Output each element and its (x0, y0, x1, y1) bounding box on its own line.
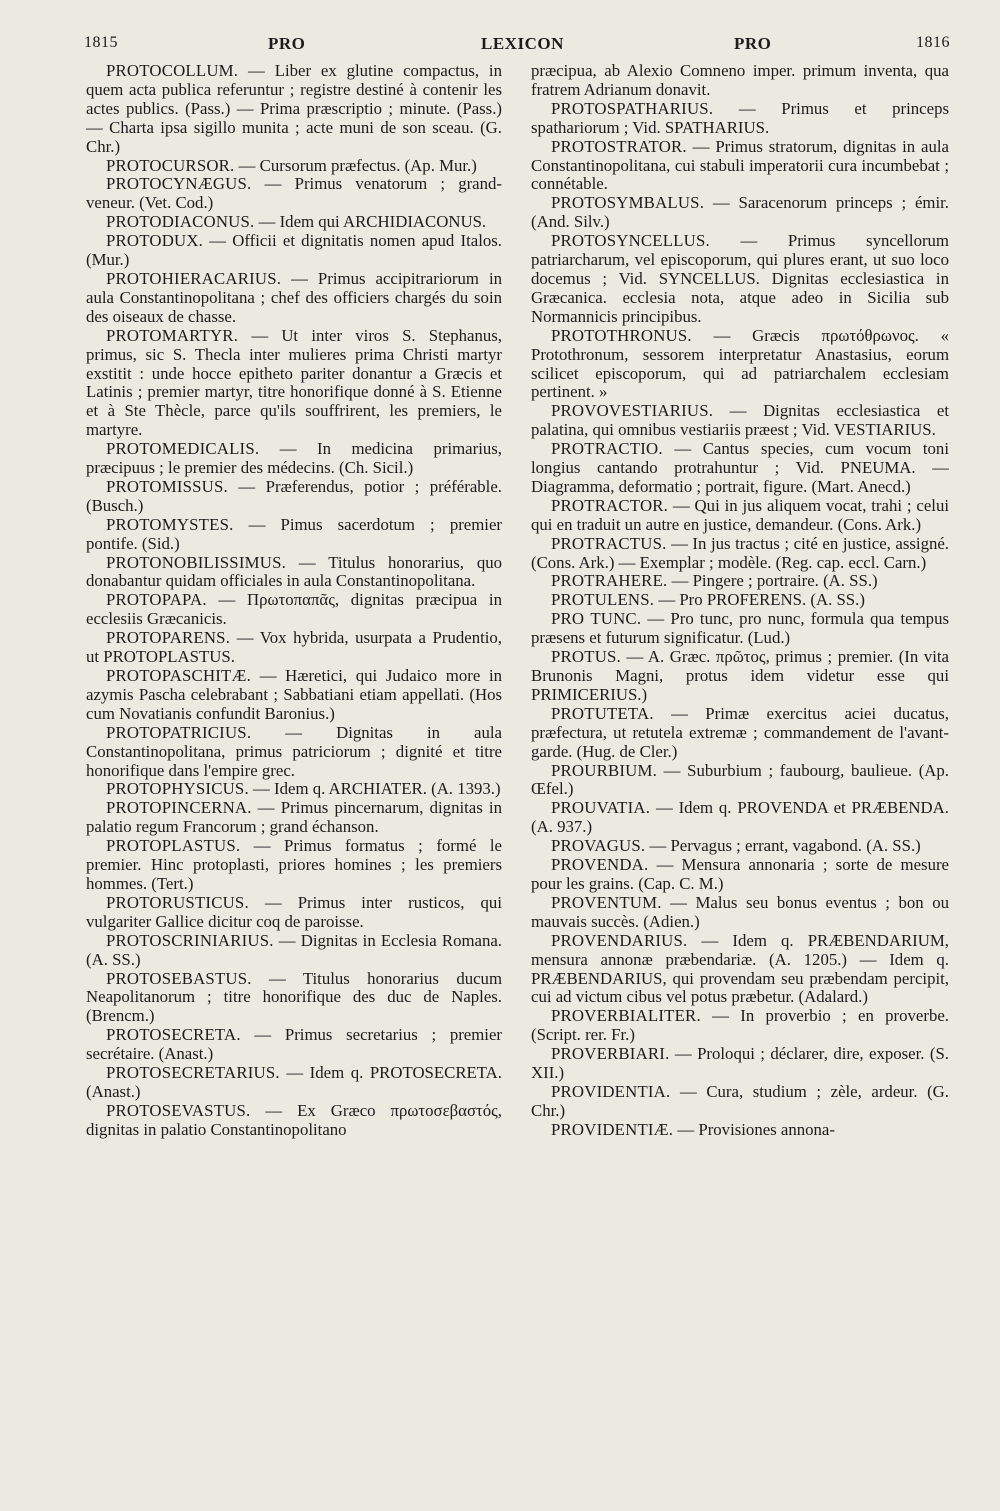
entry-headword: PROTULENS. (551, 590, 655, 610)
entry-headword: PROVOVESTIARIUS. (551, 401, 714, 421)
entry-definition: — A. Græc. πρῶτος, primus ; premier. (In vita Brunonis Magni, protus idem videtur esse qui PRIMICERIUS.) (531, 647, 949, 704)
entry-definition: — Primus accipitrariorum in aula Constantinopolitana ; chef des officiers chargés du soin des oiseaux de chasse. (86, 268, 502, 326)
dictionary-entry (86, 1026, 502, 1064)
dictionary-entry (86, 837, 502, 894)
dictionary-entry (531, 138, 949, 195)
dictionary-entry (531, 402, 949, 440)
entry-headword: PROTOSECRETA. (106, 1025, 241, 1045)
entry-headword: PROVAGUS. (551, 836, 646, 856)
dictionary-entry (86, 970, 502, 1027)
dictionary-entry (531, 932, 949, 1008)
page-number-left: 1815 (84, 34, 118, 51)
page-header (84, 34, 950, 60)
entry-headword: PROTOMARTYR. (106, 325, 239, 345)
entry-headword: PROTOSYNCELLUS. (551, 231, 710, 251)
entry-definition: — Officii et dignitatis nomen apud Italos. (Mur.) (86, 231, 502, 270)
entry-headword: PROTOSPATHARIUS. (551, 98, 714, 118)
dictionary-entry (86, 554, 502, 592)
entry-definition: — Idem q. PROVENDA et PRÆBENDA. (A. 937.) (531, 798, 949, 837)
entry-definition: — Primus pincernarum, dignitas in palatio regum Francorum ; grand échanson. (86, 798, 502, 837)
dictionary-entry (86, 213, 502, 232)
dictionary-entry (86, 894, 502, 932)
entry-definition: — Primus et princeps spathariorum ; Vid. SPATHARIUS. (531, 98, 949, 137)
entry-headword: PROTOMYSTES. (106, 514, 234, 534)
entry-headword: PROTOPATRICIUS. (106, 722, 252, 742)
entry-definition: — Præferendus, potior ; préférable. (Busch.) (86, 476, 502, 515)
dictionary-entry (86, 667, 502, 724)
entry-definition: — Primus stratorum, dignitas in aula Constantinopolitana, cui stabuli imperatorii cura incumbebat ; connétable. (531, 136, 949, 194)
dictionary-entry (531, 610, 949, 648)
entry-definition: — Pingere ; portraire. (A. SS.) (667, 571, 878, 591)
page-number-right: 1816 (916, 34, 950, 51)
entry-definition: — Primus secretarius ; premier secrétaire. (Anast.) (86, 1025, 502, 1064)
entry-headword: PROVERBIALITER. (551, 1006, 701, 1026)
dictionary-entry (86, 724, 502, 781)
dictionary-entry (531, 1007, 949, 1045)
entry-definition: — Idem qui ARCHIDIACONUS. (254, 212, 487, 232)
entry-definition: — Vox hybrida, usurpata a Prudentio, ut PROTOPLASTUS. (86, 628, 502, 667)
dictionary-entry (531, 1121, 949, 1140)
entry-headword: PROTRACTIO. (551, 439, 663, 459)
entry-definition: — Primæ exercitus aciei ducatus, præfectura, ut retutela extremæ ; commandement de l'avant-garde. (Hug. de Cler.) (531, 703, 949, 761)
dictionary-entry (531, 894, 949, 932)
entry-definition: — Primus venatorum ; grand-veneur. (Vet. Cod.) (86, 174, 502, 213)
dictionary-entry (86, 1064, 502, 1102)
dictionary-entry (86, 175, 502, 213)
dictionary-entry (86, 780, 502, 799)
entry-headword: PROTRAHERE. (551, 571, 668, 591)
entry-definition: præcipua, ab Alexio Comneno imper. primum inventa, qua fratrem Adrianum donavit. (531, 62, 949, 99)
entry-headword: PROVIDENTIA. (551, 1081, 671, 1101)
dictionary-entry (86, 232, 502, 270)
entry-definition: — Titulus honorarius ducum Neapolitanorum ; titre honorifique des duc de Naples. (Brencm.) (86, 968, 502, 1026)
dictionary-entry (531, 1045, 949, 1083)
dictionary-entry (531, 705, 949, 762)
entry-definition: — Idem q. ARCHIATER. (A. 1393.) (248, 779, 501, 799)
entry-headword: PROTOHIERACARIUS. (106, 268, 282, 288)
entry-headword: PROTUS. (551, 647, 621, 667)
entry-headword: PROVENTUM. (551, 892, 662, 912)
entry-definition: — In proverbio ; en proverbe. (Script. rer. Fr.) (531, 1006, 949, 1045)
entry-headword: PROTOCURSOR. (106, 155, 235, 175)
guide-word-left: PRO (268, 34, 306, 53)
dictionary-entry (531, 1083, 949, 1121)
entry-headword: PROVENDARIUS. (551, 930, 688, 950)
entry-definition: — Malus seu bonus eventus ; bon ou mauvais succès. (Adien.) (531, 892, 949, 931)
dictionary-entry (531, 535, 949, 573)
entry-headword: PROTOPHYSICUS. (106, 779, 249, 799)
dictionary-entry (86, 327, 502, 440)
entry-headword: PROVENDA. (551, 855, 649, 875)
entry-definition: — Titulus honorarius, quo donabantur quidam officiales in aula Constantinopolitana. (86, 552, 502, 591)
entry-headword: PROTODIACONUS. (106, 212, 255, 232)
dictionary-entry (531, 799, 949, 837)
dictionary-entry (531, 232, 949, 327)
entry-definition: — Pro PROFERENS. (A. SS.) (654, 590, 865, 610)
entry-headword: PROTORUSTICUS. (106, 892, 249, 912)
dictionary-entry (531, 762, 949, 800)
entry-definition: — Saracenorum princeps ; émir. (And. Silv.) (531, 193, 949, 232)
entry-definition: — Ut inter viros S. Stephanus, primus, sic S. Thecla inter mulieres prima Christi martyr exstitit : unde hocce epitheto pariter donantur a Græcis et Latinis ; premier martyr, titre honorifique donné à S. Etienne et à Ste Thècle, parce qu'ils souffrirent, les premiers, le martyre. (86, 325, 502, 440)
entry-headword: PROTOPASCHITÆ. (106, 666, 252, 685)
right-column (531, 62, 949, 1502)
running-title: LEXICON (481, 34, 564, 53)
entry-headword: PROTOSCRINIARIUS. (106, 930, 274, 950)
dictionary-entry (531, 194, 949, 232)
entry-definition: — Cursorum præfectus. (Ap. Mur.) (234, 155, 477, 175)
entry-definition: — Idem q. PROTOSECRETA. (Anast.) (86, 1063, 502, 1101)
dictionary-entry (531, 837, 949, 856)
entry-definition: — Idem q. PRÆBENDARIUM, mensura annonæ præbendariæ. (A. 1205.) — Idem q. PRÆBENDARIUS, qui provendam seu præbendam percipit, cui ad victum cibus vel potus præbetur. (Adalard.) (531, 930, 949, 1007)
entry-definition: — Πρωτοπαπᾶς, dignitas præcipua in ecclesiis Græcanicis. (86, 590, 502, 629)
dictionary-entry (531, 591, 949, 610)
entry-headword: PROTUTETA. (551, 703, 654, 723)
entry-headword: PROTOSYMBALUS. (551, 193, 705, 213)
dictionary-entry (86, 1102, 502, 1140)
entry-headword: PROTOSECRETARIUS. (106, 1063, 280, 1083)
entry-headword: PROTOSEVASTUS. (106, 1100, 251, 1120)
entry-headword: PROTOPLASTUS. (106, 836, 241, 856)
entry-headword: PROTOPAPA. (106, 590, 207, 610)
entry-definition: — Proloqui ; déclarer, dire, exposer. (S. XII.) (531, 1044, 949, 1083)
dictionary-entry (531, 572, 949, 591)
entry-definition: — Primus formatus ; formé le premier. Hinc protoplasti, priores homines ; les premiers hommes. (Tert.) (86, 836, 502, 893)
dictionary-entry (86, 591, 502, 629)
dictionary-entry (531, 440, 949, 497)
entry-headword: PROTONOBILISSIMUS. (106, 552, 286, 572)
dictionary-entry (86, 799, 502, 837)
entry-definition: — Dignitas in aula Constantinopolitana, primus patriciorum ; dignité et titre honorifique dans l'empire grec. (86, 722, 502, 780)
dictionary-entry (531, 856, 949, 894)
dictionary-entry (86, 270, 502, 327)
entry-headword: PROVIDENTIÆ. (551, 1119, 674, 1139)
entry-headword: PRO TUNC. (551, 609, 642, 629)
entry-definition: — Provisiones annona- (673, 1119, 835, 1139)
entry-definition: — Pimus sacerdotum ; premier pontife. (Sid.) (86, 514, 502, 553)
entry-definition: — Suburbium ; faubourg, baulieue. (Ap. Œfel.) (531, 760, 949, 799)
entry-definition: — Græcis πρωτόθρωνος. « Protothronum, sessorem interpretatur Anastasius, eorum scilicet episcoporum, qui ad patriarchalem ecclesiam pertinent. » (531, 325, 949, 402)
entry-headword: PROTOPINCERNA. (106, 798, 252, 818)
entry-headword: PROVERBIARI. (551, 1044, 670, 1064)
dictionary-entry (531, 648, 949, 705)
entry-definition: — Primus inter rusticos, qui vulgariter Gallice dicitur coq de paroisse. (86, 892, 502, 931)
entry-definition: — Liber ex glutine compactus, in quem acta publica referuntur ; registre destiné à contenir les actes publics. (Pass.) — Prima præscriptio ; minute. (Pass.) — Charta ipsa sigillo munita ; acte muni de son sceau. (G. Chr.) (86, 62, 502, 156)
entry-headword: PROTODUX. (106, 231, 204, 251)
entry-definition: — In jus tractus ; cité en justice, assigné. (Cons. Ark.) — Exemplar ; modèle. (Reg. cap. eccl. Carn.) (531, 533, 949, 572)
dictionary-entry (531, 497, 949, 535)
entry-headword: PROTRACTUS. (551, 533, 667, 553)
dictionary-entry (86, 478, 502, 516)
dictionary-entry (86, 157, 502, 176)
dictionary-entry (86, 629, 502, 667)
entry-headword: PROUVATIA. (551, 798, 651, 818)
entry-definition: — Dignitas ecclesiastica et palatina, qui omnibus vestiariis præest ; Vid. VESTIARIUS. (531, 401, 949, 440)
guide-word-right: PRO (734, 34, 772, 53)
entry-definition: — Qui in jus aliquem vocat, trahi ; celui qui en traduit un autre en justice, demandeur. (Cons. Ark.) (531, 495, 949, 534)
entry-headword: PROTOMISSUS. (106, 476, 228, 496)
entry-definition: — Primus syncellorum patriarcharum, vel episcoporum, qui plures erant, ut suo loco docemus ; Vid. SYNCELLUS. Dignitas ecclesiastica in Græcanica. ecclesia nota, atque adeo in Sicilia sub Normannicis principibus. (531, 231, 949, 326)
entry-headword: PROTOPARENS. (106, 628, 231, 648)
entry-headword: PROTRACTOR. (551, 495, 669, 515)
entry-definition: — Hæretici, qui Judaico more in azymis Pascha celebrabant ; Sabbatiani etiam appellati. (Hos cum Novatianis confundit Baronius.) (86, 666, 502, 723)
dictionary-entry (86, 516, 502, 554)
entry-definition: — Mensura annonaria ; sorte de mesure pour les grains. (Cap. C. M.) (531, 855, 949, 893)
entry-headword: PROTOCYNÆGUS. (106, 174, 252, 194)
entry-headword: PROURBIUM. (551, 760, 657, 780)
entry-definition: — In medicina primarius, præcipuus ; le premier des médecins. (Ch. Sicil.) (86, 439, 502, 478)
dictionary-entry (86, 62, 502, 157)
dictionary-entry (86, 440, 502, 478)
dictionary-entry (531, 327, 949, 403)
entry-definition: — Cantus species, cum vocum toni longius cantando protrahuntur ; Vid. PNEUMA. — Diagramma, deformatio ; portrait, figure. (Mart. Anecd.) (531, 439, 949, 496)
dictionary-entry (86, 932, 502, 970)
dictionary-entry (531, 100, 949, 138)
entry-definition: — Dignitas in Ecclesia Romana. (A. SS.) (86, 930, 502, 969)
entry-definition: — Pervagus ; errant, vagabond. (A. SS.) (645, 836, 921, 856)
entry-headword: PROTOSEBASTUS. (106, 968, 252, 988)
dictionary-entry (531, 62, 949, 100)
entry-headword: PROTOTHRONUS. (551, 325, 692, 345)
entry-definition: — Pro tunc, pro nunc, formula qua tempus præsens et futurum significatur. (Lud.) (531, 609, 949, 648)
left-column (86, 62, 502, 1502)
entry-definition: — Ex Græco πρωτοσεβαστός, dignitas in palatio Constantinopolitano (86, 1100, 502, 1139)
entry-headword: PROTOSTRATOR. (551, 136, 687, 156)
entry-headword: PROTOCOLLUM. (106, 62, 239, 80)
entry-headword: PROTOMEDICALIS. (106, 439, 260, 459)
entry-definition: — Cura, studium ; zèle, ardeur. (G. Chr.) (531, 1081, 949, 1120)
